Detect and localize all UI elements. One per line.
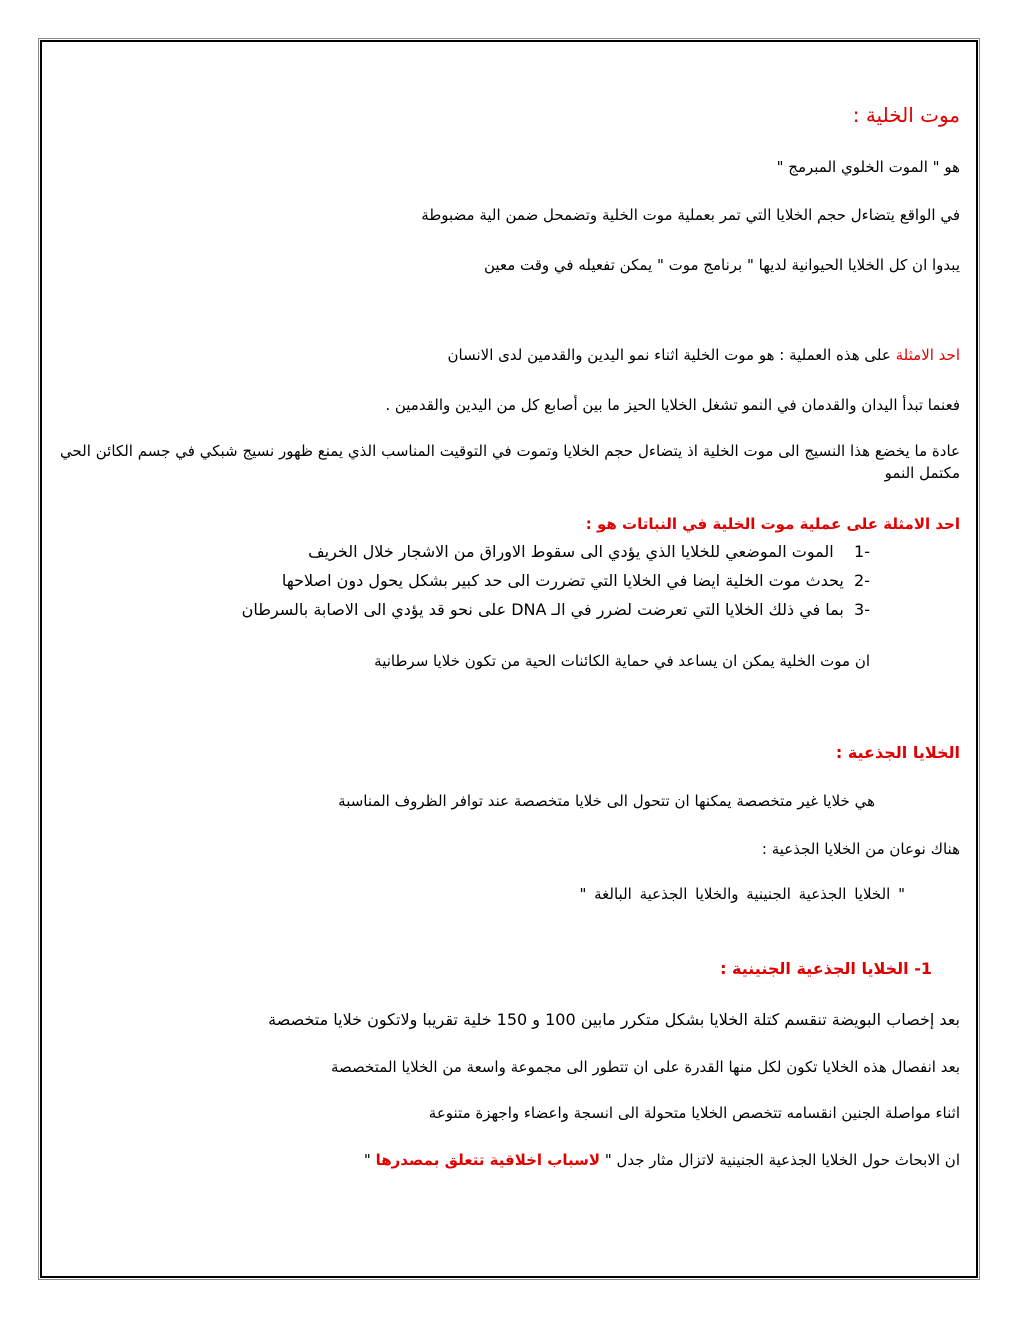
section-title-cell-death: موت الخلية : (852, 103, 960, 127)
cell-death-paragraph-2: يبدوا ان كل الخلايا الحيوانية لديها " برنامج موت " يمكن تفعيله في وقت معين (484, 256, 960, 274)
cell-death-paragraph-3: فعنما تبدأ اليدان والقدمان في النمو تشغل الخلايا الحيز ما بين أصابع كل من اليدين والقدمين . (385, 396, 960, 414)
embryonic-paragraph-4 (364, 1150, 960, 1170)
plant-item-3 (242, 600, 870, 620)
cell-death-conclusion: ان موت الخلية يمكن ان يساعد في حماية الكائنات الحية من تكون خلايا سرطانية (374, 652, 870, 670)
plants-examples-heading: احد الامثلة على عملية موت الخلية في النباتات هو : (585, 515, 960, 533)
embryonic-paragraph-1: بعد إخصاب البويضة تنقسم كتلة الخلايا بشكل متكرر مابين 100 و 150 خلية تقريبا ولاتكون خلايا متخصصة (268, 1010, 960, 1029)
plant-item-1 (308, 542, 870, 562)
section-title-stem-cells: الخلايا الجذعية : (835, 743, 960, 762)
cell-death-paragraph-4: عادة ما يخضع هذا النسيج الى موت الخلية اذ يتضاءل حجم الخلايا وتموت في التوقيت المناسب الذي يمنع ظهور نسيج شبكي في جسم الكائن الحي مكتمل النمو (60, 442, 960, 482)
cell-death-paragraph-1: في الواقع يتضاءل حجم الخلايا التي تمر بعملية موت الخلية وتضمحل ضمن الية مضبوطة (421, 206, 960, 224)
plant-item-3-text: بما في ذلك الخلايا التي تعرضت لضرر في الـ DNA على نحو قد يؤدي الى الاصابة بالسرطان (241, 600, 844, 619)
embryonic-paragraph-2: بعد انفصال هذه الخلايا تكون لكل منها القدرة على ان تتطور الى مجموعة واسعة من الخلايا المتخصصة (331, 1058, 960, 1076)
embryonic-paragraph-3: اثناء مواصلة الجنين انقسامه تتخصص الخلايا متحولة الى انسجة واعضاء واجهزة متنوعة (428, 1104, 960, 1122)
section-title-embryonic-stem-cells: 1- الخلايا الجذعية الجنينية : (720, 959, 932, 978)
plant-item-2-number: 2- (854, 571, 870, 590)
embryonic-p4-suffix: " (363, 1151, 371, 1169)
plant-item-2-text: يحدث موت الخلية ايضا في الخلايا التي تضررت الى حد كبير بشكل يحول دون اصلاحها (281, 571, 844, 590)
cell-death-definition: هو " الموت الخلوي المبرمج " (776, 158, 960, 176)
plant-item-1-number: 1- (854, 542, 870, 561)
plant-item-2 (282, 571, 870, 591)
embryonic-p4-prefix: ان الابحاث حول الخلايا الجذعية الجنينية لاتزال مثار جدل " (604, 1151, 960, 1169)
example-label: احد الامثلة (895, 346, 960, 364)
stem-cells-types-intro: هناك نوعان من الخلايا الجذعية : (761, 840, 960, 858)
plant-item-1-text: الموت الموضعي للخلايا الذي يؤدي الى سقوط الاوراق من الاشجار خلال الخريف (308, 542, 834, 561)
embryonic-p4-highlight: لاسباب اخلاقية تتعلق بمصدرها (375, 1151, 601, 1169)
stem-cells-definition: هي خلايا غير متخصصة يمكنها ان تتحول الى خلايا متخصصة عند توافر الظروف المناسبة (338, 792, 875, 810)
cell-death-example (448, 345, 960, 365)
example-text: على هذه العملية : هو موت الخلية اثناء نمو اليدين والقدمين لدى الانسان (447, 346, 896, 364)
plant-item-3-number: 3- (854, 600, 870, 619)
stem-cells-types: " الخلايا الجذعية الجنينية والخلايا الجذعية البالغة " (579, 885, 905, 903)
